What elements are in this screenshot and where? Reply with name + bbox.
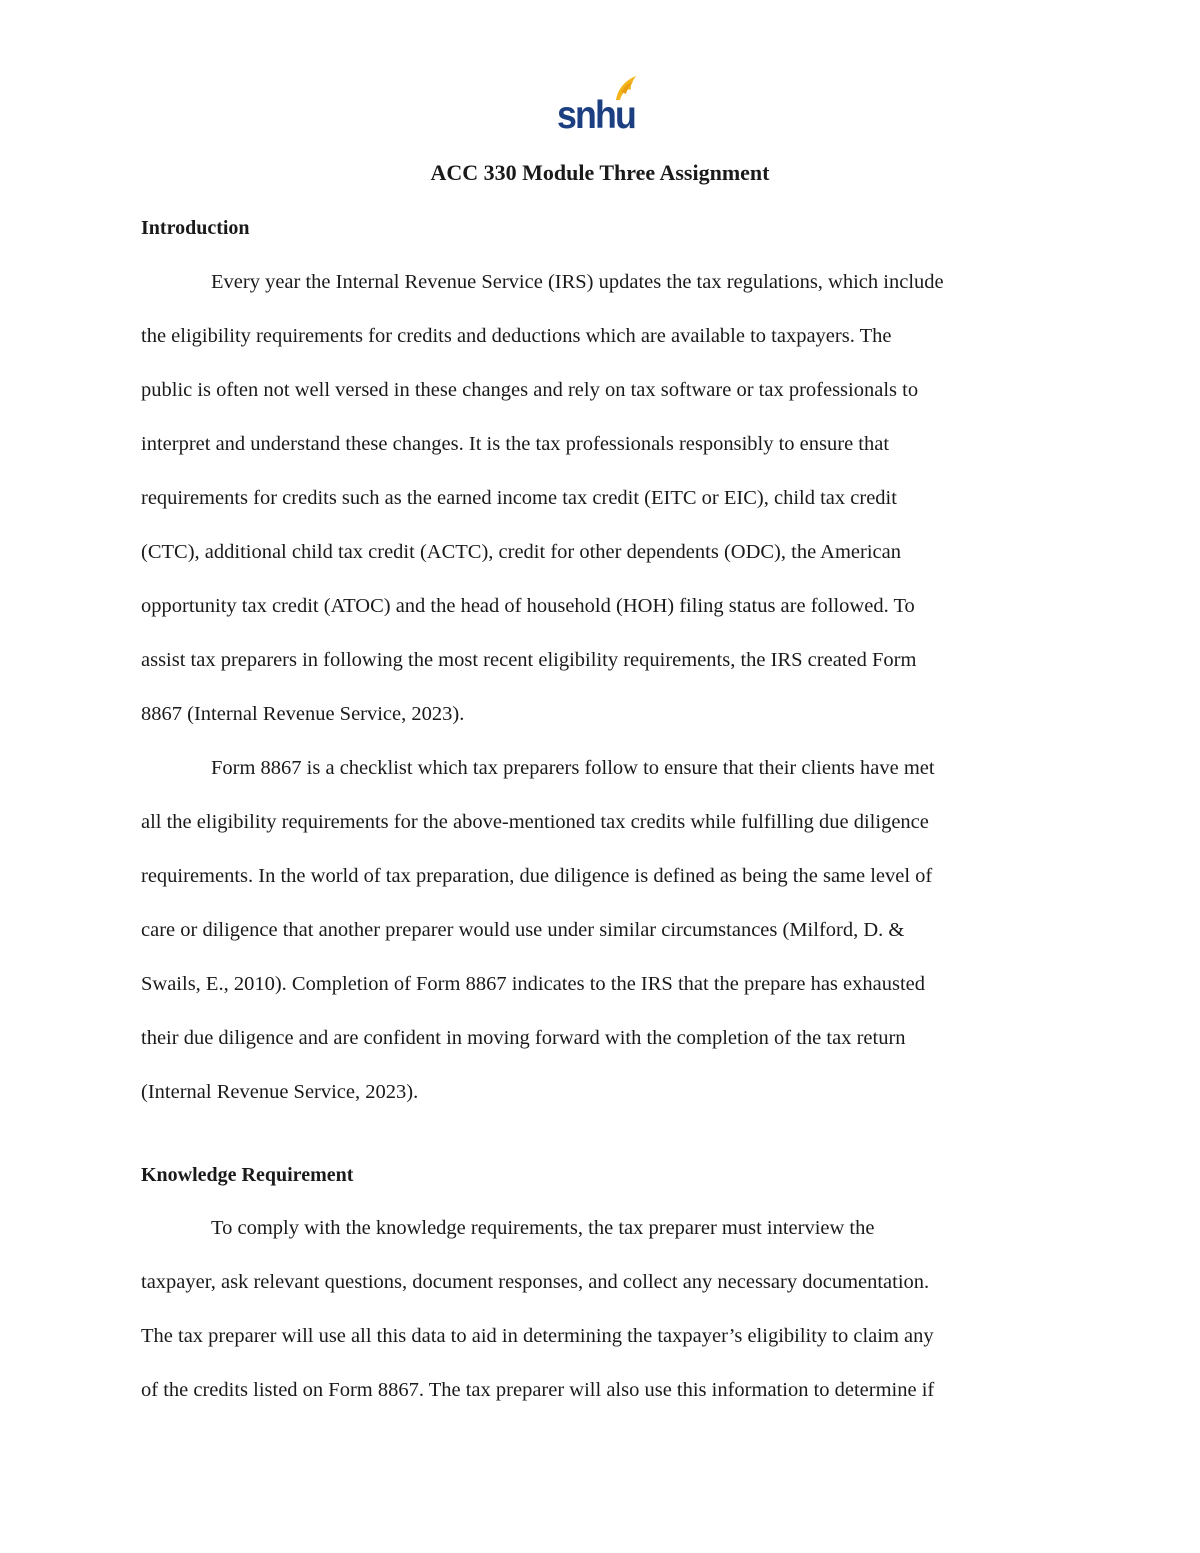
paragraph-line: (Internal Revenue Service, 2023). bbox=[141, 1081, 419, 1103]
snhu-logo-graphic bbox=[556, 74, 640, 132]
paragraph-line: of the credits listed on Form 8867. The tax preparer will also use this information to determine if bbox=[141, 1379, 935, 1401]
paragraph-line: all the eligibility requirements for the above-mentioned tax credits while fulfilling due diligence bbox=[141, 811, 929, 833]
paragraph-line: (CTC), additional child tax credit (ACTC), credit for other dependents (ODC), the American bbox=[141, 541, 901, 563]
document-title: ACC 330 Module Three Assignment bbox=[430, 160, 770, 185]
paragraph-line: Every year the Internal Revenue Service (IRS) updates the tax regulations, which include bbox=[211, 271, 944, 293]
section-heading-introduction: Introduction bbox=[141, 217, 250, 239]
paragraph-line: Form 8867 is a checklist which tax preparers follow to ensure that their clients have met bbox=[211, 757, 935, 779]
paragraph-line: The tax preparer will use all this data to aid in determining the taxpayer’s eligibility to claim any bbox=[141, 1325, 934, 1347]
paragraph-line: opportunity tax credit (ATOC) and the head of household (HOH) filing status are followed. To bbox=[141, 595, 915, 617]
paragraph-line: care or diligence that another preparer would use under similar circumstances (Milford, D. & bbox=[141, 919, 905, 941]
snhu-logo bbox=[556, 74, 640, 132]
paragraph-line: their due diligence and are confident in moving forward with the completion of the tax return bbox=[141, 1027, 906, 1049]
section-heading-knowledge-requirement: Knowledge Requirement bbox=[141, 1164, 354, 1186]
paragraph-line: the eligibility requirements for credits and deductions which are available to taxpayers. The bbox=[141, 325, 892, 347]
paragraph-line: taxpayer, ask relevant questions, document responses, and collect any necessary documentation. bbox=[141, 1271, 930, 1293]
paragraph-line: interpret and understand these changes. It is the tax professionals responsibly to ensure that bbox=[141, 433, 890, 455]
svg-text:snhu: snhu bbox=[557, 94, 636, 132]
paragraph-line: requirements for credits such as the earned income tax credit (EITC or EIC), child tax credit bbox=[141, 487, 897, 509]
paragraph-line: assist tax preparers in following the most recent eligibility requirements, the IRS created Form bbox=[141, 649, 917, 671]
paragraph-line: 8867 (Internal Revenue Service, 2023). bbox=[141, 703, 465, 725]
paragraph-line: To comply with the knowledge requirements, the tax preparer must interview the bbox=[211, 1217, 875, 1239]
paragraph-line: requirements. In the world of tax preparation, due diligence is defined as being the same level of bbox=[141, 865, 933, 887]
paragraph-line: Swails, E., 2010). Completion of Form 8867 indicates to the IRS that the prepare has exhausted bbox=[141, 973, 925, 995]
paragraph-line: public is often not well versed in these changes and rely on tax software or tax professionals to bbox=[141, 379, 919, 401]
